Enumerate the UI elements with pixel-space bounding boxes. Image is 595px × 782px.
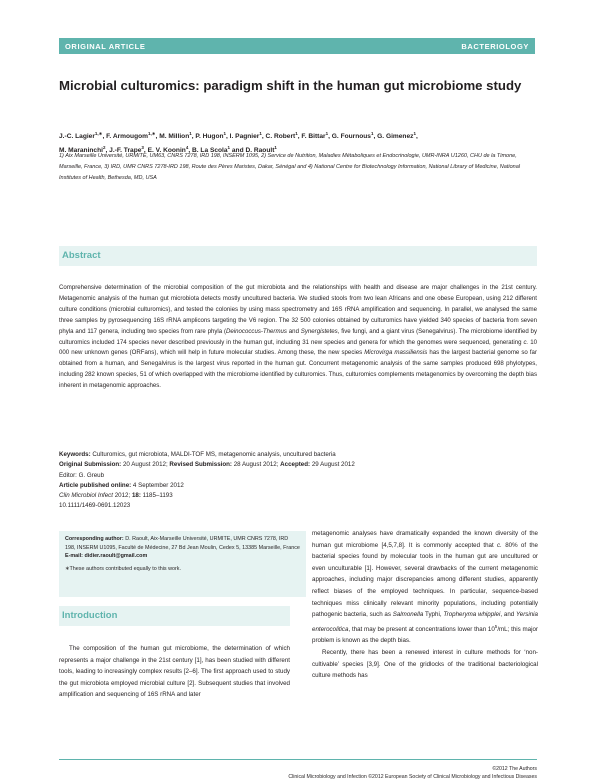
author-line-2: M. Maraninchi$^2$, J.-F. Trape$^3$, E. V. Koonin$^4$, B. La Scola$^1$ and D. Raoult$^1$ bbox=[59, 145, 277, 155]
author-line-1: J.-C. Lagier$^{1,∗}$, F. Armougom$^{1,∗}$, M. Million$^1$, P. Hugon$^1$, I. Pagnier$^1$, C. Robert$^1$, F. Bittar$^1$, G. Fournous$^1$, G. Gimenez$^1$, bbox=[59, 131, 418, 141]
affiliations: 1) Aix Marseille Université, URMITE, UM63, CNRS 7278, IRD 198, INSERM 1095, 2) Service de Nutrition, Maladies Métaboliques et Endocrinologie, UMR-INRA U1260, CHU de la Timone, Marseille, France, 3) IRD, UMR CNRS 7278-IRD 198, Route des Pères Maristes, Dakar, Sénégal and 4) National Centre for Biotechnology Information, National Library of Medicine, National Institutes of Health, Bethesda, MD, USA bbox=[59, 153, 520, 181]
header-bar bbox=[59, 38, 535, 54]
abstract-heading: Abstract bbox=[59, 246, 537, 266]
submission-dates: Original Submission: 20 August 2012; Revised Submission: 28 August 2012; Accepted: 29 August 2012 bbox=[59, 461, 355, 469]
footer-rule bbox=[59, 759, 537, 760]
editor: Editor: G. Greub bbox=[59, 471, 105, 479]
corresponding-author-box: Corresponding author: D. Raoult, Aix-Marseille Université, URMITE, UMR CNRS 7278, IRD 198, INSERM U1095, Faculté de Médecine, 27 Bd Jean Moulin, Cedex 5, 13385 Marseille, France E-mail: didier.raoult@gmail.com ∗These authors contributed equally to this work. bbox=[59, 531, 306, 597]
section-category: BACTERIOLOGY bbox=[461, 41, 529, 51]
article-metadata bbox=[59, 450, 529, 512]
doi[interactable]: 10.1111/1469-0691.12023 bbox=[59, 502, 131, 510]
introduction-heading: Introduction bbox=[59, 606, 290, 626]
equal-contribution-note: ∗These authors contributed equally to this work. bbox=[65, 565, 181, 572]
citation: Clin Microbiol Infect 2012; 18: 1185–1193 bbox=[59, 492, 173, 500]
article-title: Microbial culturomics: paradigm shift in the human gut microbiome study bbox=[59, 78, 522, 93]
copyright-journal: Clinical Microbiology and Infection ©2012 European Society of Clinical Microbiology and Infectious Diseases bbox=[288, 774, 537, 780]
article-type: ORIGINAL ARTICLE bbox=[65, 41, 146, 51]
keywords: Keywords: Culturomics, gut microbiota, MALDI-TOF MS, metagenomic analysis, uncultured bacteria bbox=[59, 451, 336, 458]
abstract-text: Comprehensive determination of the microbial composition of the gut microbiota and the relationships with health and disease are major challenges in the 21st century. Metagenomic analysis of the human gut microbiota detects mostly uncultured bacteria. We studied stools from two lean Africans and one obese European, using 212 different culture conditions (microbial culturomics), and tested the colonies by using mass spectrometry and 16S rRNA amplification and sequencing. In parallel, we analysed the same three samples by pyrosequencing 16S rRNA amplicons targeting the V6 region. The 32 500 colonies obtained by culturomics have yielded 340 species of bacteria from seven phyla and 117 genera, including two species from rare phyla (Deinococcus-Thermus and Synergistetes, five fungi, and a giant virus (Senegalvirus). The microbiome identified by culturomics included 174 species never described previously in the human gut, including 31 new species and genera for which the genomes were sequenced, generating c. 10 000 new unknown genes (ORFans), which will help in future molecular studies. Among these, the new species Microvirga massiliensis has the largest bacterial genome so far obtained from a human, and Senegalvirus is the largest virus reported in the human gut. Concurrent metagenomic analysis of the same samples produced 698 phylotypes, including 282 known species, 51 of which overlapped with the microbiome identified by culturomics. Thus, culturomics complements metagenomics by overcoming the depth bias inherent in metagenomic approaches. bbox=[59, 284, 537, 390]
email-link[interactable]: didier.raoult@gmail.com bbox=[82, 553, 148, 560]
introduction-right-column: metagenomic analyses have dramatically expanded the known diversity of the human gut microbiome [4,5,7,8]. It is commonly accepted that c. 80% of the bacterial species found by molecular tools in the human gut are uncultured or even unculturable [1]. However, several drawbacks of the current metagenomic approaches, including major discrepancies among different studies, apparently reflect biases of the employed techniques. In particular, sequence-based techniques miss clinically relevant minority populations, including potentially pathogenic bacteria, such as Salmonella Typhi, Tropheryma whipplei, and Yersinia enterocolitica, that may be present at concentrations lower than $10^5/mL$; this major problem is known as the depth bias. Recently, there has been a renewed interest in culture methods for ‘non-cultivable’ species [3,9]. One of the gridlocks of the traditional bacteriological culture methods has bbox=[312, 530, 538, 680]
introduction-left-column: The composition of the human gut microbiome, the determination of which represents a major challenge in the 21st century [1], has been studied with different tools, leading to increasingly complex results [2–6]. The first approach used to study the gut microbiota employed microbial culture [2]. Subsequent studies that involved amplification and sequencing of 16S rRNA and later bbox=[59, 645, 290, 699]
copyright-authors: ©2012 The Authors bbox=[492, 766, 537, 772]
published-online: Article published online: 4 September 2012 bbox=[59, 481, 184, 489]
